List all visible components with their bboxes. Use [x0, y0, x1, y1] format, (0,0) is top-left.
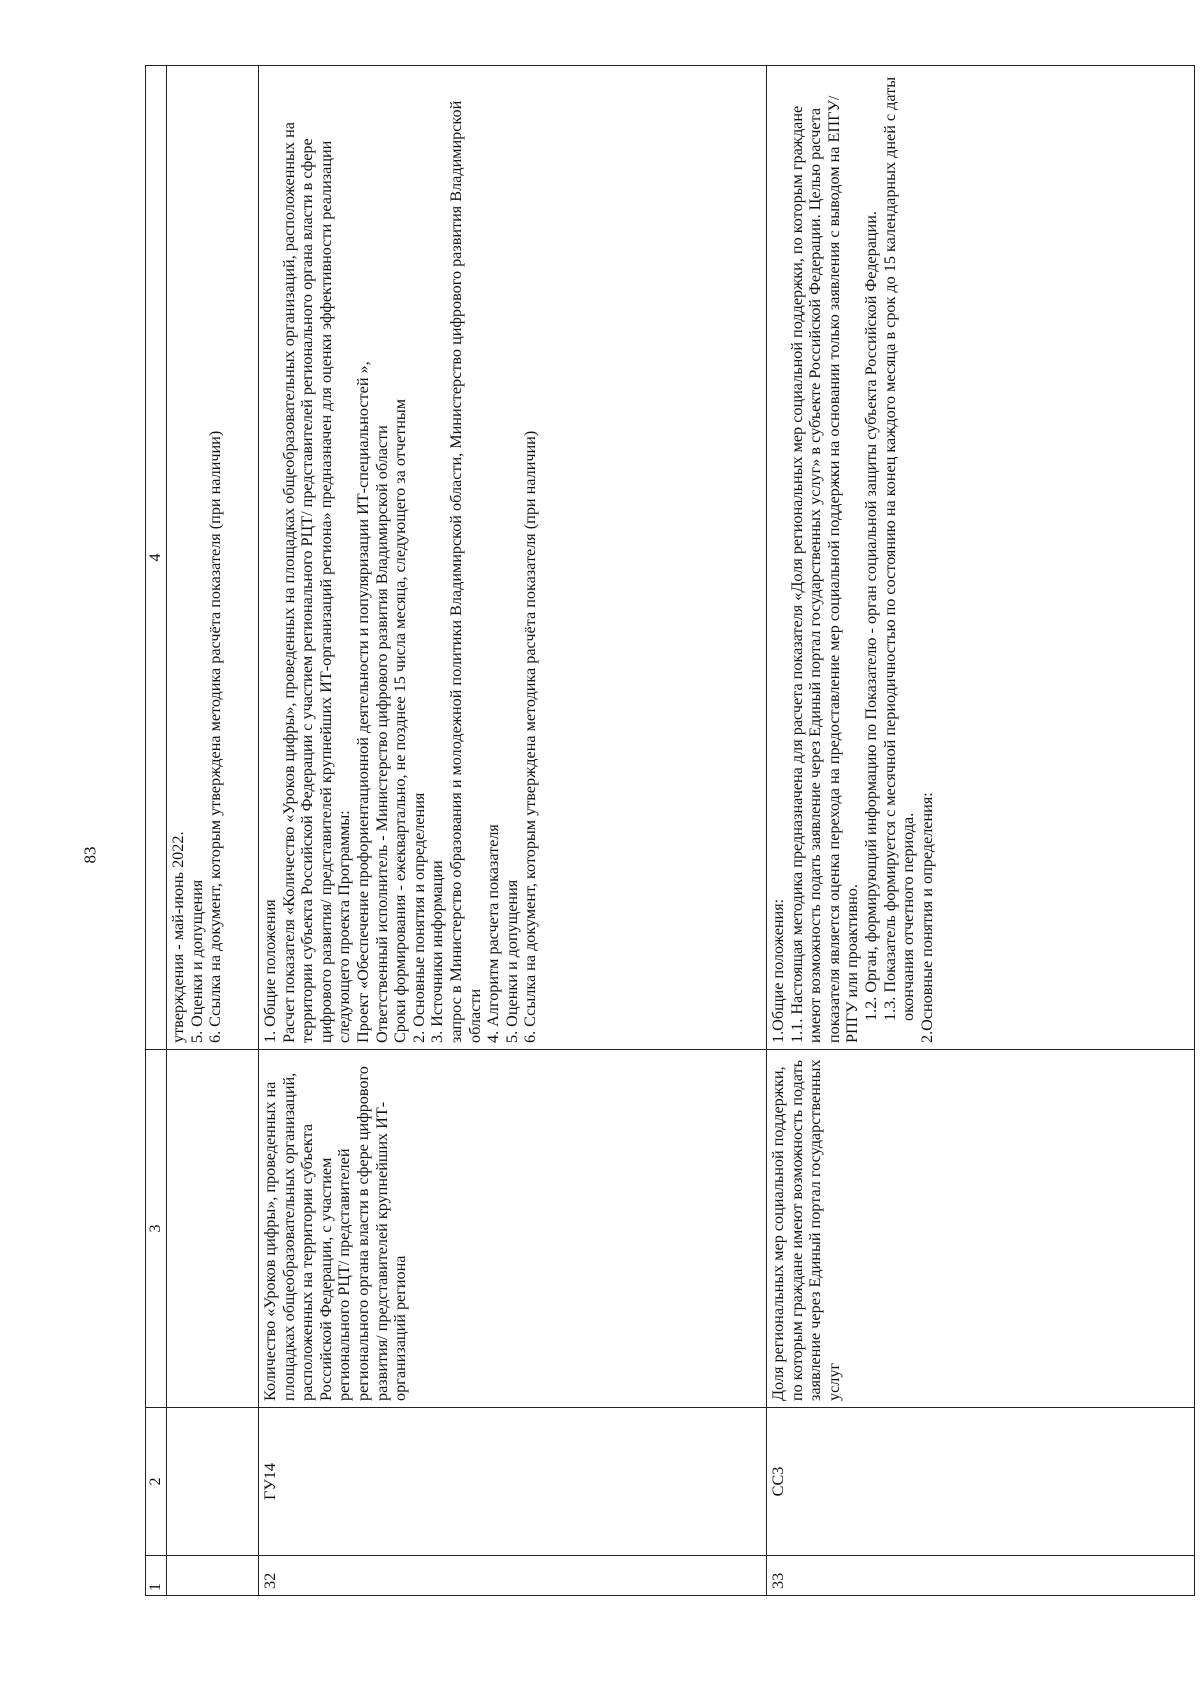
methodology-line: 1.Общие положения: [769, 898, 787, 1043]
row-number: 33 [767, 1556, 1195, 1596]
methodology-text [167, 66, 259, 1050]
methodology-line: 6. Ссылка на документ, которым утверждена методика расчёта показателя (при наличии) [206, 430, 225, 1043]
header-col-3: 3 [146, 1050, 167, 1408]
table-row-continuation [167, 66, 259, 1596]
table-row-33 [767, 66, 1195, 1596]
methodology-line: Сроки формирования - ежеквартально, не позднее 15 числа месяца, следующего за отчетным [391, 398, 410, 1043]
header-col-2: 2 [146, 1408, 167, 1556]
methodology-line: 1.3. Показатель формируется с месячной периодичностью по состоянию на конец каждого месяца в срок до 15 календарных дней с даты окончания отчетного периода. [880, 76, 918, 1021]
row-number: 32 [259, 1556, 767, 1596]
methodology-line: 3. Источники информации [428, 860, 447, 1043]
methodology-line: 5. Оценки и допущения [502, 879, 521, 1043]
methodology-line: Расчет показателя «Количество «Уроков цифры», проведенных на площадках общеобразовательных организаций, расположенных на территории субъекта Российской Федерации с участием регионального РЦТ/ представителей регионального органа власти в сфере цифрового развития/ представителей крупнейших ИТ-организаций региона» предназначен для оценки эффективности реализации следующего проекта Программы: [279, 122, 354, 1043]
indicator-name [167, 1050, 259, 1408]
row-number [167, 1556, 259, 1596]
methodology-line: Проект «Обеспечение профориентационной деятельности и популяризации ИТ-специальностей », [353, 361, 372, 1043]
indicator-table-rotated [145, 66, 1195, 1596]
header-col-1: 1 [146, 1556, 167, 1596]
indicator-name: Доля региональных мер социальной поддержки, по которым граждане имеют возможность подать заявление через Единый портал государственных услуг [767, 1050, 1195, 1408]
methodology-text [767, 66, 1195, 1050]
methodology-line: запрос в Министерство образования и молодежной политики Владимирской области, Министерство цифрового развития Владимирской области [446, 100, 484, 1043]
indicator-code: ГУ14 [259, 1408, 767, 1556]
methodology-line: 1.1. Настоящая методика предназначена для расчета показателя «Доля региональных мер социальной поддержки, по которым граждане имеют возможность подать заявление через Единый портал государственных услуг» в субъекте Российской Федерации. Целью расчета показателя является оценка перехода на предоставление мер социальной поддержки на основании только заявления с выводом на ЕПГУ/РПГУ или проактивно. [787, 95, 862, 1043]
methodology-line: Ответственный исполнитель - Министерство цифрового развития Владимирской области [372, 425, 391, 1043]
indicator-code [167, 1408, 259, 1556]
methodology-text [259, 66, 767, 1050]
methodology-line: 6. Ссылка на документ, которым утверждена методика расчёта показателя (при наличии) [521, 430, 540, 1043]
document-sheet [145, 66, 1195, 1596]
methodology-line: утверждения - май-июнь 2022. [169, 831, 187, 1043]
methodology-line: 2. Основные понятия и определения [409, 792, 428, 1043]
methodology-line: 5. Оценки и допущения [187, 879, 206, 1043]
table-header-row [146, 66, 167, 1596]
methodology-line: 4. Алгоритм расчета показателя [484, 824, 503, 1043]
methodology-line: 2.Основные понятия и определения: [917, 792, 936, 1043]
page-number: 83 [80, 846, 100, 864]
methodology-line: 1.2. Орган, формирующий информацию по Показателю - орган социальной защиты субъекта Российской Федерации. [861, 211, 880, 1021]
indicator-methodology-table [145, 65, 1195, 1596]
header-col-4: 4 [146, 66, 167, 1050]
methodology-line: 1. Общие положения [261, 899, 279, 1043]
indicator-code: СС3 [767, 1408, 1195, 1556]
table-row-32 [259, 66, 767, 1596]
indicator-name: Количество «Уроков цифры», проведенных на площадках общеобразовательных организаций, расположенных на территории субъекта Российской Федерации, с участием регионального РЦТ/ представителей регионального органа власти в сфере цифрового развития/ представителей крупнейших ИТ-организаций региона [259, 1050, 767, 1408]
